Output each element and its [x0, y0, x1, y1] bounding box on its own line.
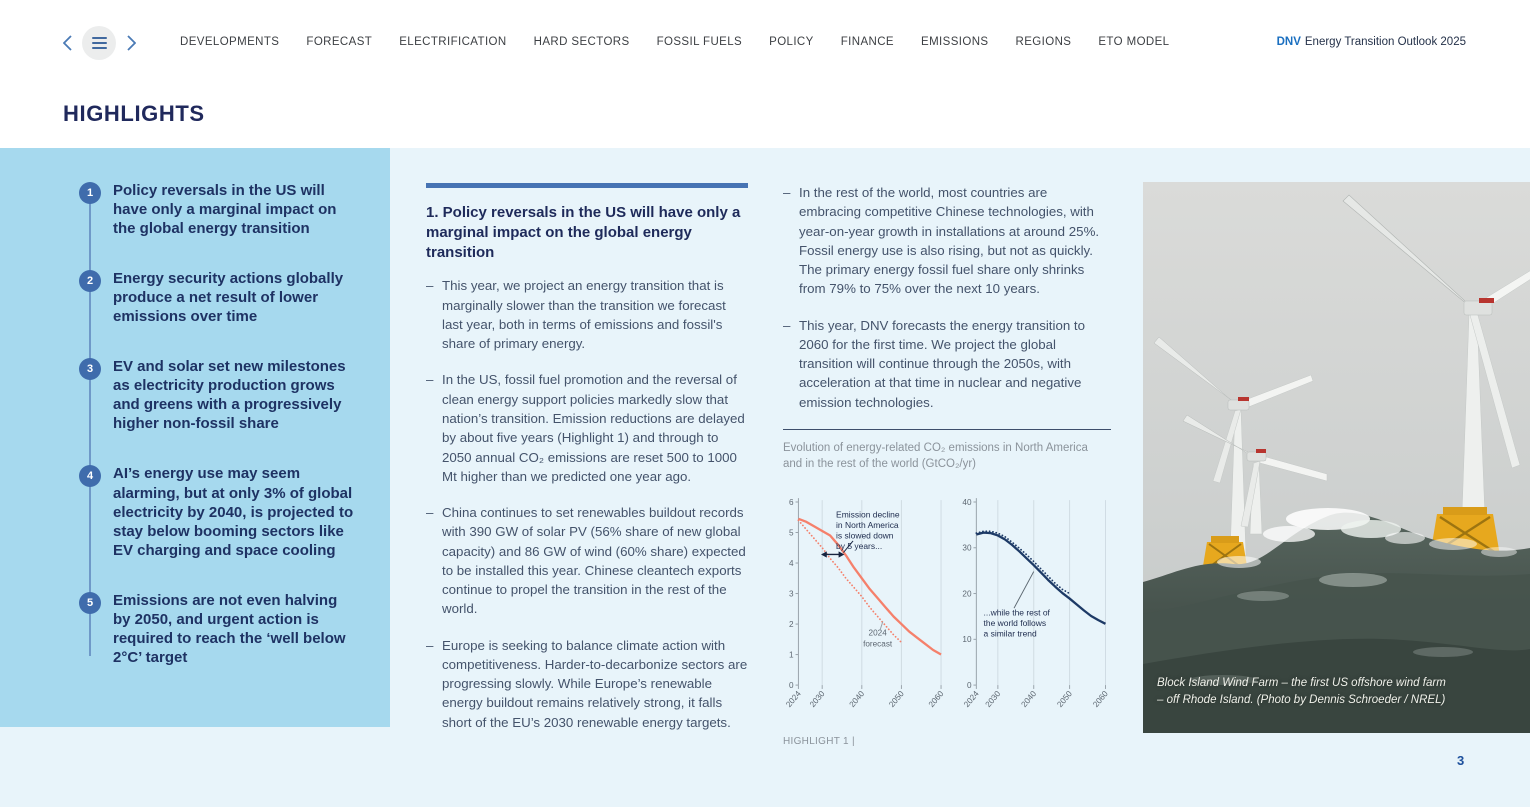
- bullet-dash: –: [426, 505, 434, 521]
- nav-item-regions[interactable]: REGIONS: [1015, 36, 1072, 48]
- svg-text:2040: 2040: [1019, 689, 1038, 710]
- highlight-number-badge: 4: [79, 465, 101, 487]
- highlight-item-1: [0, 181, 390, 238]
- bullet-text: Europe is seeking to balance climate action with competitiveness. Harder-to-decarbonize sectors are progressing slowly. While Europe’s renewable energy buildout remains relatively strong, it falls short of the EU’s 2030 renewable energy targets.: [442, 637, 748, 730]
- bullet-text: In the US, fossil fuel promotion and the reversal of clean energy support policies markedly slow that nation’s transition. Emission reductions are delayed by about five years (Highlight 1) and through to 2050 annual CO₂ emissions are reset 500 to 1000 Mt higher than we predicted one year ago.: [442, 372, 745, 484]
- nav-item-fossil-fuels[interactable]: FOSSIL FUELS: [656, 36, 743, 48]
- bullet-dash: –: [783, 185, 791, 200]
- svg-text:2060: 2060: [926, 689, 946, 710]
- highlight-item-4: [0, 464, 390, 559]
- brand: [1277, 36, 1466, 48]
- svg-text:the world follows: the world follows: [983, 618, 1046, 629]
- bullet-paragraph: [426, 636, 748, 732]
- bullet-dash: –: [426, 278, 434, 294]
- svg-text:40: 40: [962, 498, 972, 508]
- highlight-number-badge: 1: [79, 182, 101, 204]
- bullet-text: This year, DNV forecasts the energy transition to 2060 for the first time. We project the global transition will continue through the 2050s, with acceleration at that time in nuclear and negative emission technologies.: [799, 317, 1086, 410]
- article-column-1: [426, 183, 748, 749]
- highlight-item-5: [0, 591, 390, 667]
- article-heading: 1. Policy reversals in the US will have only a marginal impact on the global energy transition: [426, 204, 741, 261]
- svg-text:0: 0: [789, 681, 794, 691]
- figure-footer: HIGHLIGHT 1 |: [783, 736, 855, 748]
- nav-item-emissions[interactable]: EMISSIONS: [921, 36, 989, 48]
- svg-text:1: 1: [789, 650, 794, 660]
- svg-text:30: 30: [962, 543, 972, 553]
- photo-caption-line1: Block Island Wind Farm – the first US offshore wind farm: [1157, 676, 1446, 689]
- bullet-paragraph: [783, 183, 1111, 299]
- bullet-dash: –: [426, 372, 434, 388]
- prev-page-button[interactable]: [60, 27, 74, 59]
- highlight-number-badge: 5: [79, 592, 101, 614]
- bullet-paragraph: [426, 276, 748, 353]
- chart-rest-of-world: [959, 484, 1111, 732]
- bullet-paragraph: [783, 316, 1111, 412]
- highlight-text: EV and solar set new milestones as electricity production grows and greens with a progressively higher non-fossil share: [113, 358, 346, 433]
- svg-text:2024: 2024: [961, 689, 981, 710]
- bullet-list-1: [426, 276, 748, 732]
- svg-text:2024: 2024: [784, 689, 803, 710]
- bullet-text: This year, we project an energy transition that is marginally slower than the transition we forecast last year, both in terms of emissions and fossil's share of primary energy.: [442, 278, 726, 352]
- charts-row: [783, 484, 1111, 732]
- svg-text:5: 5: [789, 528, 794, 538]
- highlight-number-badge: 2: [79, 270, 101, 292]
- bullet-dash: –: [426, 637, 434, 653]
- svg-text:2024: 2024: [868, 628, 887, 638]
- highlight-number-badge: 3: [79, 358, 101, 380]
- figure-caption: [783, 440, 1111, 472]
- page-title: HIGHLIGHTS: [63, 101, 205, 126]
- figure-caption-line1: Evolution of energy-related CO₂ emissions in North America: [783, 441, 1088, 454]
- svg-text:...while the rest of: ...while the rest of: [983, 607, 1050, 618]
- photo-offshore-wind-farm: [1143, 182, 1530, 733]
- nav-item-developments[interactable]: DEVELOPMENTS: [180, 36, 280, 48]
- svg-text:2040: 2040: [847, 689, 867, 710]
- svg-text:2060: 2060: [1091, 689, 1110, 710]
- brand-logo: DNV: [1276, 36, 1301, 48]
- svg-text:6: 6: [789, 497, 794, 507]
- nav-item-hard-sectors[interactable]: HARD SECTORS: [533, 36, 630, 48]
- figure-caption-line2: and in the rest of the world (GtCO₂/yr): [783, 458, 977, 471]
- photo-caption: [1157, 675, 1446, 710]
- svg-text:forecast: forecast: [863, 639, 893, 649]
- highlight-text: Policy reversals in the US will have only a marginal impact on the global energy transition: [113, 182, 337, 238]
- highlights-list: [0, 181, 390, 667]
- header: [0, 0, 1530, 148]
- highlight-text: Emissions are not even halving by 2050, and urgent action is required to reach the ‘well below 2°C’ target: [113, 591, 346, 666]
- menu-button[interactable]: [82, 26, 116, 60]
- highlights-sidebar: [0, 148, 390, 727]
- bullet-paragraph: [426, 503, 748, 619]
- svg-text:3: 3: [789, 589, 794, 599]
- svg-text:Emission decline: Emission decline: [836, 509, 900, 520]
- nav-item-policy[interactable]: POLICY: [769, 36, 814, 48]
- svg-text:by 5 years...: by 5 years...: [836, 541, 883, 552]
- bullet-text: In the rest of the world, most countries are embracing competitive Chinese technologies, with year-on-year growth in installations at around 25%. Fossil energy use is also rising, but not as quickly. The primary energy fossil fuel share only shrinks from 79% to 75% over the next 10 years.: [799, 185, 1100, 297]
- svg-text:2050: 2050: [887, 689, 906, 710]
- photo-caption-line2: – off Rhode Island. (Photo by Dennis Schroeder / NREL): [1157, 693, 1446, 706]
- svg-text:2030: 2030: [808, 689, 827, 710]
- svg-text:a similar trend: a similar trend: [983, 628, 1037, 639]
- accent-bar: [426, 183, 748, 188]
- highlight-text: Energy security actions globally produce a net result of lower emissions over time: [113, 270, 344, 326]
- article-column-2: [783, 183, 1111, 747]
- highlight-item-2: [0, 269, 390, 326]
- svg-text:4: 4: [789, 559, 794, 569]
- brand-title: Energy Transition Outlook 2025: [1304, 36, 1466, 48]
- bullet-list-2: [783, 183, 1111, 412]
- nav-controls: [60, 26, 138, 60]
- photo-illustration: [1143, 182, 1530, 733]
- svg-text:2030: 2030: [983, 689, 1003, 710]
- nav-menu: [180, 36, 1169, 48]
- highlight-item-3: [0, 357, 390, 433]
- bullet-dash: –: [783, 317, 791, 333]
- nav-item-eto-model[interactable]: ETO MODEL: [1098, 36, 1170, 48]
- svg-text:20: 20: [962, 589, 972, 599]
- svg-text:0: 0: [966, 681, 972, 691]
- next-page-button[interactable]: [124, 27, 138, 59]
- svg-text:10: 10: [962, 635, 972, 645]
- svg-text:2: 2: [789, 620, 794, 630]
- hamburger-icon: [92, 37, 107, 49]
- highlight-text: AI’s energy use may seem alarming, but at only 3% of global electricity by 2040, is projected to stay below booming sectors like EV charging and space cooling: [113, 465, 354, 559]
- svg-text:2050: 2050: [1055, 689, 1074, 710]
- chart-north-america: [783, 484, 949, 732]
- bullet-paragraph: [426, 370, 748, 486]
- nav-item-finance[interactable]: FINANCE: [840, 36, 894, 48]
- nav-item-electrification[interactable]: ELECTRIFICATION: [399, 36, 507, 48]
- nav-item-forecast[interactable]: FORECAST: [306, 36, 373, 48]
- svg-text:is slowed down: is slowed down: [836, 530, 894, 541]
- chevron-right-icon: [127, 35, 136, 51]
- bullet-text: China continues to set renewables buildout records with 390 GW of solar PV (56% share of new global capacity) and 86 GW of wind (60% share) expected to be installed this year. Chinese cleantech exports continue to propel the transition in the rest of the world.: [442, 505, 746, 617]
- svg-text:in North America: in North America: [836, 520, 899, 531]
- figure-divider: [783, 429, 1111, 430]
- chevron-left-icon: [63, 35, 72, 51]
- page-number: 3: [1457, 753, 1465, 768]
